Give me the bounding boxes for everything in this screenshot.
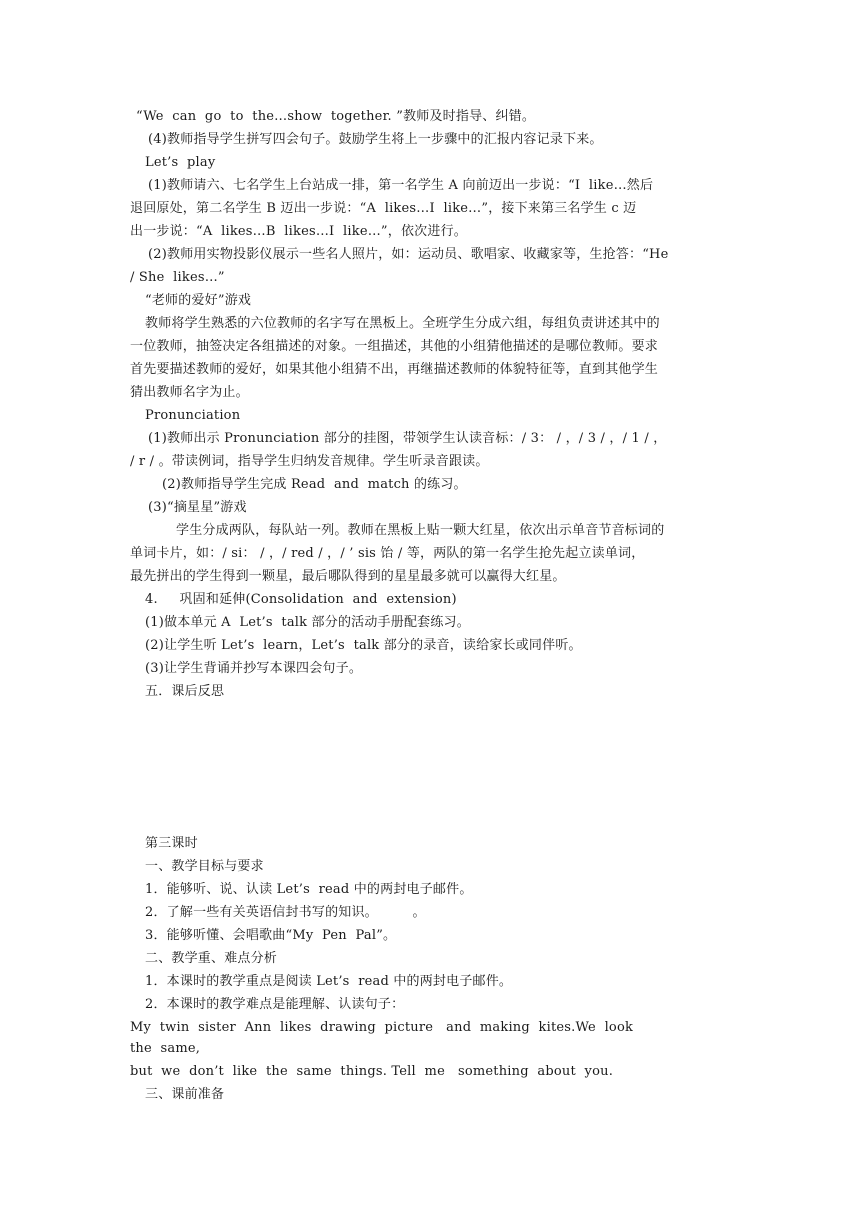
text-line: (3)让学生背诵并抄写本课四会句子。 [145,661,363,676]
section-heading: 4. 巩固和延伸(Consolidation and extension) [145,592,457,607]
lesson-title: 第三课时 [145,836,198,851]
english-sentence-line: but we don’t like the same things. Tell me something about you. [130,1064,614,1079]
text-line: (2)让学生听 Let’s learn，Let’s talk 部分的录音，读给家长或同伴听。 [145,638,582,653]
text-line: 3．能够听懂、会唱歌曲“My Pen Pal”。 [145,928,397,943]
section-heading: 二、教学重、难点分析 [145,951,278,966]
text-line: 2．本课时的教学难点是能理解、认读句子： [145,997,405,1012]
text-line: (4)教师指导学生拼写四会句子。鼓励学生将上一步骤中的汇报内容记录下来。 [148,132,603,147]
text-line: 出一步说：“A likes…B likes…I like…”，依次进行。 [130,224,467,239]
section-heading: 一、教学目标与要求 [145,859,264,874]
text-line: / She likes…” [130,270,225,285]
text-line: / r / 。带读例词，指导学生归纳发音规律。学生听录音跟读。 [130,454,489,469]
section-heading: “老师的爱好”游戏 [145,293,252,308]
text-line: 1．本课时的教学重点是阅读 Let’s read 中的两封电子邮件。 [145,974,513,989]
text-line: (1)教师请六、七名学生上台站成一排，第一名学生 A 向前迈出一步说：“I like…然后 [148,178,654,193]
text-line: 2．了解一些有关英语信封书写的知识。 。 [145,905,426,920]
section-heading: Pronunciation [145,408,241,423]
english-sentence-line: the same, [130,1041,201,1056]
text-line: 单词卡片，如：/ si： / ，/ red / ，/ ’ sis 饴 / 等，两队的第一名学生抢先起立读单词， [130,546,645,561]
section-heading: 五．课后反思 [145,684,225,699]
section-heading: 三、课前准备 [145,1087,225,1102]
text-line: (1)做本单元 A Let’s talk 部分的活动手册配套练习。 [145,615,470,630]
text-line: 退回原处，第二名学生 B 迈出一步说：“A likes…I like…”，接下来第三名学生 c 迈 [130,201,637,216]
section-heading: Let’s play [145,155,216,170]
text-line: “We can go to the…show together. ”教师及时指导、纠错。 [136,109,536,124]
text-line: 首先要描述教师的爱好，如果其他小组猜不出，再继描述教师的体貌特征等，直到其他学生 [130,362,659,377]
text-line: (2)教师指导学生完成 Read and match 的练习。 [162,477,467,492]
text-line: 最先拼出的学生得到一颗星，最后哪队得到的星星最多就可以赢得大红星。 [130,569,566,584]
text-line: (2)教师用实物投影仪展示一些名人照片，如：运动员、歌唱家、收藏家等，生抢答：“He [148,247,669,262]
text-line: 一位教师，抽签决定各组描述的对象。一组描述，其他的小组猜他描述的是哪位教师。要求 [130,339,659,354]
text-line: 教师将学生熟悉的六位教师的名字写在黑板上。全班学生分成六组，每组负责讲述其中的 [145,316,660,331]
text-line: 1．能够听、说、认读 Let’s read 中的两封电子邮件。 [145,882,473,897]
text-line: 学生分成两队，每队站一列。教师在黑板上贴一颗大红星，依次出示单音节音标词的 [176,523,665,538]
text-line: (1)教师出示 Pronunciation 部分的挂图，带领学生认读音标：/ 3： / ，/ 3 / ，/ 1 / ， [148,431,667,446]
english-sentence-line: My twin sister Ann likes drawing picture and making kites.We look [130,1020,634,1035]
text-line: (3)“摘星星”游戏 [148,500,247,515]
text-line: 猜出教师名字为止。 [130,385,249,400]
